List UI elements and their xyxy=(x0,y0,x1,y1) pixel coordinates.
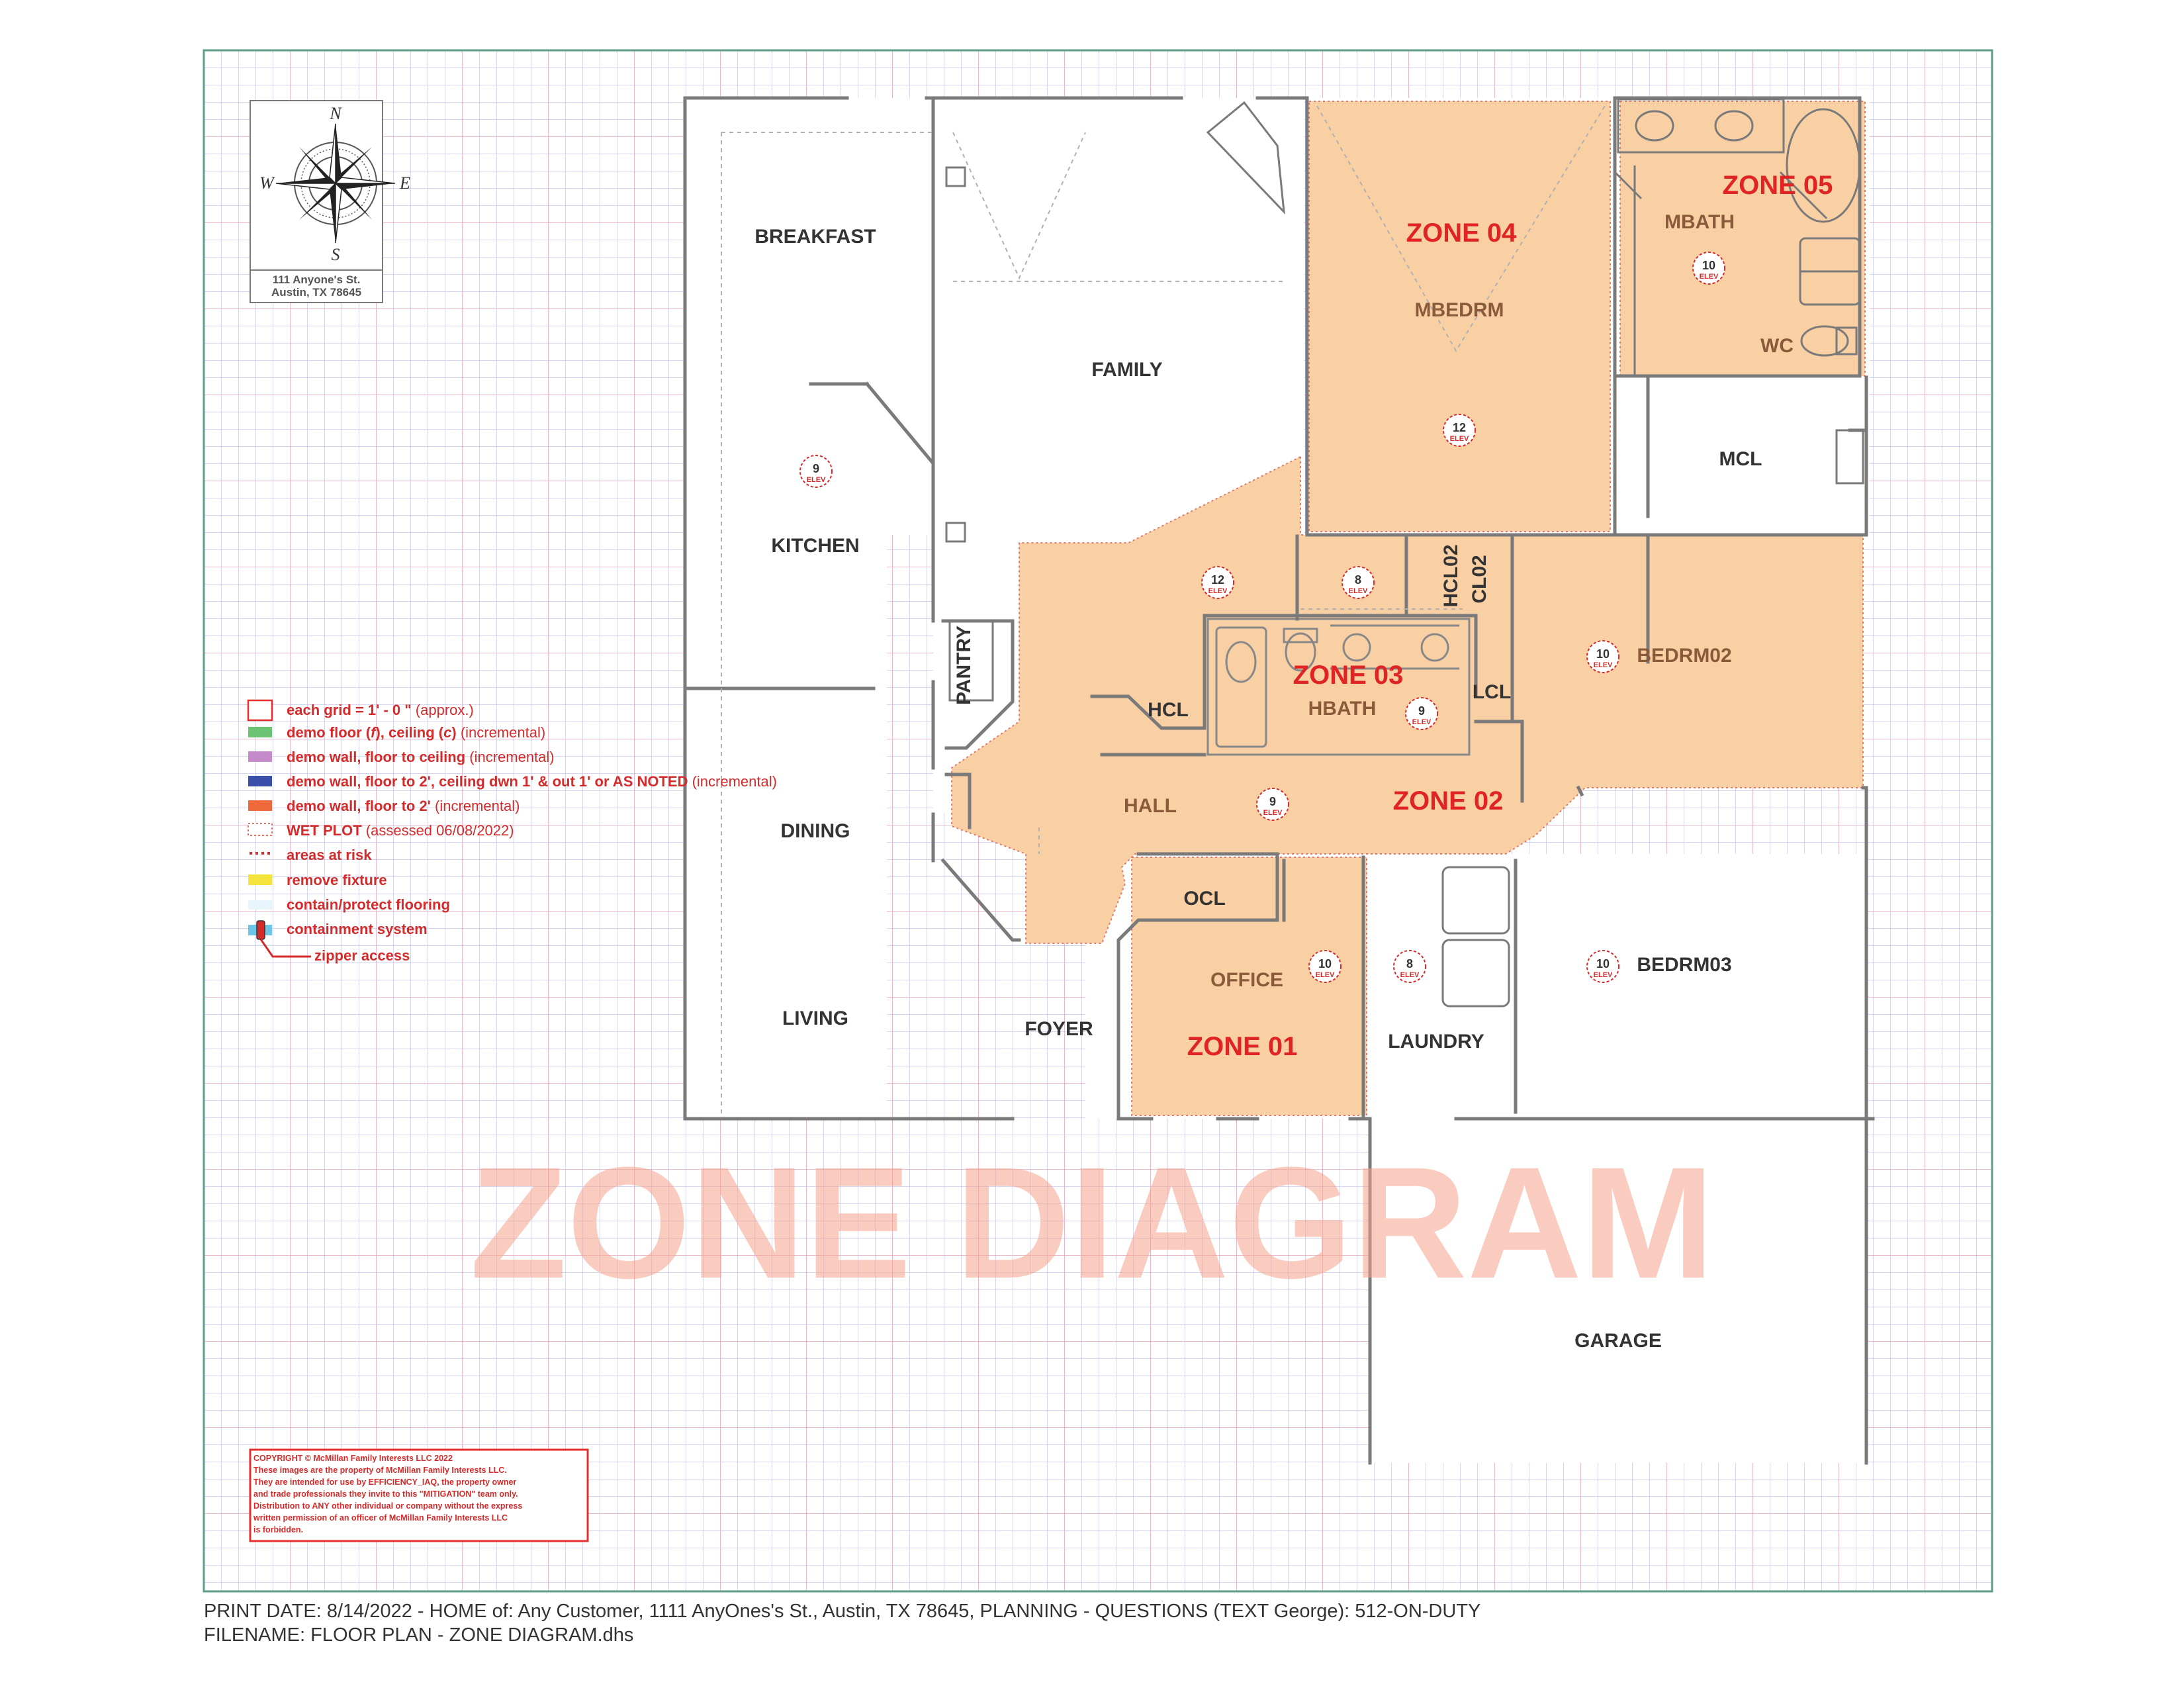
room-label-lcl: LCL xyxy=(1472,681,1512,703)
svg-text:written permission of an offi: written permission of an officer of McMillan Family Interests LLC xyxy=(253,1513,508,1523)
svg-text:ELEV: ELEV xyxy=(806,476,826,484)
svg-text:8: 8 xyxy=(1406,957,1414,970)
compass-address-line1: 111 Anyone's St. xyxy=(272,273,361,286)
legend-demo-wall-2ft-ceiling: demo wall, floor to 2', ceiling dwn 1' & out 1' or AS NOTED (incremental) xyxy=(287,773,777,790)
room-label-bedrm02: BEDRM02 xyxy=(1637,645,1732,667)
room-label-wc: WC xyxy=(1760,335,1794,357)
room-label-kitchen: KITCHEN xyxy=(771,535,860,557)
svg-text:12: 12 xyxy=(1210,573,1225,586)
room-label-living: LIVING xyxy=(782,1008,849,1029)
svg-text:10: 10 xyxy=(1596,647,1610,661)
room-label-pantry: PANTRY xyxy=(953,626,975,705)
svg-text:10: 10 xyxy=(1596,957,1610,970)
room-label-hbath: HBATH xyxy=(1308,698,1377,720)
svg-text:These images are the property: These images are the property of McMillan Family Interests LLC. xyxy=(253,1466,507,1475)
legend-demo-wall-2ft: demo wall, floor to 2' (incremental) xyxy=(287,798,520,814)
legend-demo-floor: demo floor (f), ceiling (c) (incremental) xyxy=(287,724,546,741)
legend-areas-at-risk: areas at risk xyxy=(287,847,372,863)
svg-text:ELEV: ELEV xyxy=(1412,718,1432,726)
legend-containment-system: containment system xyxy=(287,921,428,937)
footer-print-line: PRINT DATE: 8/14/2022 - HOME of: Any Customer, 1111 AnyOnes's St., Austin, TX 78645, PLANNING - QUESTIONS (TEXT George): 512-ON-DUTY xyxy=(204,1601,1481,1622)
svg-text:10: 10 xyxy=(1318,957,1332,970)
elevation-marker-bedrm02 xyxy=(1587,641,1619,673)
elevation-marker-mbath xyxy=(1693,252,1725,284)
room-label-cl02: CL02 xyxy=(1469,555,1490,604)
svg-text:Distribution to ANY other indi: Distribution to ANY other individual or company without the express xyxy=(253,1501,523,1511)
elevation-marker-office xyxy=(1309,951,1341,982)
compass-address-line2: Austin, TX 78645 xyxy=(271,286,362,299)
compass-north-label: N xyxy=(330,104,341,123)
svg-text:ELEV: ELEV xyxy=(1449,435,1469,443)
room-label-hcl: HCL xyxy=(1148,699,1189,721)
footer-filename-line: FILENAME: FLOOR PLAN - ZONE DIAGRAM.dhs xyxy=(204,1624,634,1646)
svg-text:9: 9 xyxy=(812,462,820,475)
room-label-hcl02: HCL02 xyxy=(1440,544,1462,608)
zone-label-02: ZONE 02 xyxy=(1392,786,1504,816)
watermark-title: ZONE DIAGRAM xyxy=(470,1134,1714,1311)
compass-east-label: E xyxy=(400,173,410,193)
svg-text:9: 9 xyxy=(1418,704,1426,718)
legend-zipper-access: zipper access xyxy=(314,947,410,964)
zone-label-03: ZONE 03 xyxy=(1293,661,1404,690)
room-label-office: OFFICE xyxy=(1210,969,1283,991)
room-label-foyer: FOYER xyxy=(1024,1018,1093,1040)
room-label-bedrm03: BEDRM03 xyxy=(1637,954,1732,976)
svg-text:ELEV: ELEV xyxy=(1315,971,1335,979)
room-label-mcl: MCL xyxy=(1719,448,1762,470)
elevation-marker-laundry xyxy=(1394,951,1426,982)
elevation-marker-hall-upper xyxy=(1202,567,1234,598)
room-label-ocl: OCL xyxy=(1183,888,1226,910)
svg-text:ELEV: ELEV xyxy=(1208,587,1228,595)
legend-remove-fixture: remove fixture xyxy=(287,872,387,888)
svg-text:They are intended for use by E: They are intended for use by EFFICIENCY_IAQ, the property owner xyxy=(253,1477,517,1487)
room-label-hall: HALL xyxy=(1124,795,1177,817)
svg-text:10: 10 xyxy=(1702,259,1716,272)
room-label-family: FAMILY xyxy=(1091,359,1163,381)
zone-label-04: ZONE 04 xyxy=(1406,218,1517,248)
svg-text:ELEV: ELEV xyxy=(1400,971,1420,979)
elevation-marker-mbedrm xyxy=(1443,414,1475,446)
svg-text:is forbidden.: is forbidden. xyxy=(253,1525,303,1534)
svg-text:ELEV: ELEV xyxy=(1593,971,1613,979)
elevation-marker-hall-mid xyxy=(1342,567,1374,598)
elevation-marker-hall xyxy=(1257,788,1289,820)
room-label-laundry: LAUNDRY xyxy=(1388,1031,1484,1053)
elevation-marker-kitchen xyxy=(800,455,832,487)
svg-text:9: 9 xyxy=(1269,795,1277,808)
room-label-mbedrm: MBEDRM xyxy=(1414,299,1504,321)
room-label-mbath: MBATH xyxy=(1664,211,1735,233)
svg-text:and trade professionals they i: and trade professionals they invite to this "MITIGATION" team only. xyxy=(253,1489,518,1499)
compass-south-label: S xyxy=(331,245,340,264)
zone-label-05: ZONE 05 xyxy=(1722,171,1833,200)
svg-text:COPYRIGHT © McMillan Family In: COPYRIGHT © McMillan Family Interests LLC 2022 xyxy=(253,1454,453,1463)
elevation-marker-bedrm03 xyxy=(1587,951,1619,982)
legend-grid: each grid = 1' - 0 " (approx.) xyxy=(287,702,474,718)
legend-wet-plot: WET PLOT (assessed 06/08/2022) xyxy=(287,822,514,839)
legend-contain-protect: contain/protect flooring xyxy=(287,896,450,913)
room-label-breakfast: BREAKFAST xyxy=(754,226,876,248)
svg-text:12: 12 xyxy=(1452,421,1467,434)
svg-text:8: 8 xyxy=(1354,573,1362,586)
room-label-garage: GARAGE xyxy=(1574,1330,1662,1352)
legend-demo-wall-full: demo wall, floor to ceiling (incremental) xyxy=(287,749,555,765)
copyright-box xyxy=(250,1450,588,1541)
svg-text:ELEV: ELEV xyxy=(1348,587,1368,595)
svg-text:ELEV: ELEV xyxy=(1263,809,1283,817)
svg-text:ELEV: ELEV xyxy=(1699,273,1719,281)
compass-west-label: W xyxy=(259,173,274,193)
svg-text:ELEV: ELEV xyxy=(1593,661,1613,669)
room-label-dining: DINING xyxy=(780,820,850,842)
elevation-marker-hbath xyxy=(1406,698,1437,729)
zone-label-01: ZONE 01 xyxy=(1187,1032,1298,1061)
